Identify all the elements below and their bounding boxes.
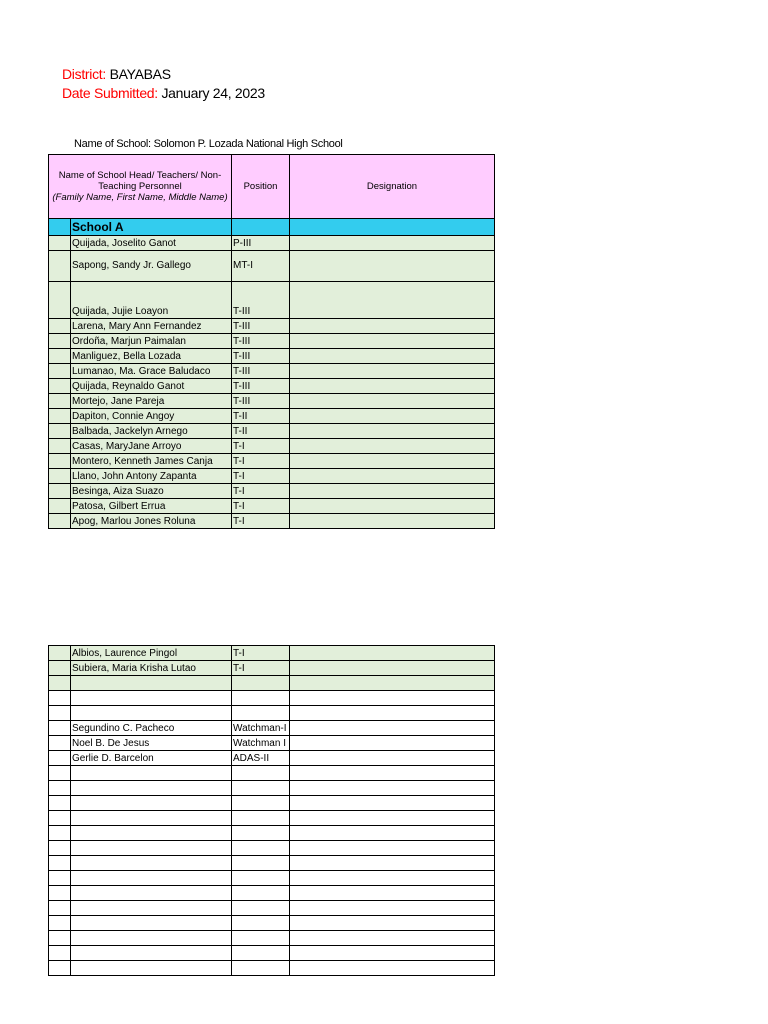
personnel-designation [290, 236, 495, 251]
personnel-name: Segundino C. Pacheco [71, 721, 232, 736]
date-line [62, 85, 265, 102]
table-row [49, 319, 495, 334]
table-row-empty [49, 826, 495, 841]
personnel-name: Manliguez, Bella Lozada [71, 349, 232, 364]
personnel-designation [290, 469, 495, 484]
personnel-designation [290, 499, 495, 514]
table-row-empty [49, 796, 495, 811]
personnel-designation [290, 251, 495, 282]
table-row [49, 349, 495, 364]
table-row-empty [49, 946, 495, 961]
table-row-empty [49, 766, 495, 781]
section-row [49, 219, 495, 236]
table-row [49, 424, 495, 439]
personnel-name: Quijada, Joselito Ganot [71, 236, 232, 251]
table-row [49, 454, 495, 469]
personnel-designation [290, 439, 495, 454]
personnel-designation [290, 514, 495, 529]
personnel-position: ADAS-II [232, 751, 290, 766]
personnel-position: T-III [232, 379, 290, 394]
name-format-note: (Family Name, First Name, Middle Name) [52, 192, 228, 203]
table-row-empty [49, 901, 495, 916]
personnel-name [71, 691, 232, 706]
table-row [49, 236, 495, 251]
table-row [49, 469, 495, 484]
personnel-designation [290, 736, 495, 751]
personnel-designation [290, 706, 495, 721]
table-row [49, 439, 495, 454]
personnel-table-continued [48, 645, 495, 976]
personnel-designation [290, 751, 495, 766]
table-row-empty [49, 841, 495, 856]
table-row [49, 646, 495, 661]
personnel-position: T-II [232, 409, 290, 424]
school-name: Name of School: Solomon P. Lozada National High School [74, 138, 343, 150]
personnel-designation [290, 676, 495, 691]
table-row-empty [49, 811, 495, 826]
personnel-position: T-III [232, 349, 290, 364]
personnel-position: MT-I [232, 251, 290, 282]
district-label: District: [62, 66, 106, 82]
table-row-empty [49, 961, 495, 976]
table-row [49, 364, 495, 379]
position-column-header: Position [232, 155, 290, 219]
personnel-position: T-I [232, 514, 290, 529]
table-row-empty [49, 781, 495, 796]
table-row [49, 721, 495, 736]
date-value: January 24, 2023 [161, 85, 265, 101]
personnel-position: T-I [232, 661, 290, 676]
personnel-name: Patosa, Gilbert Errua [71, 499, 232, 514]
table-row [49, 409, 495, 424]
personnel-name: Ordoña, Marjun Paimalan [71, 334, 232, 349]
personnel-position: T-I [232, 439, 290, 454]
personnel-name: Sapong, Sandy Jr. Gallego [71, 251, 232, 282]
table-row [49, 661, 495, 676]
personnel-designation [290, 646, 495, 661]
personnel-position [232, 691, 290, 706]
personnel-position [232, 706, 290, 721]
personnel-position [232, 676, 290, 691]
personnel-designation [290, 424, 495, 439]
personnel-name: Larena, Mary Ann Fernandez [71, 319, 232, 334]
table-row [49, 751, 495, 766]
personnel-name: Noel B. De Jesus [71, 736, 232, 751]
personnel-designation [290, 379, 495, 394]
table-row [49, 499, 495, 514]
date-label: Date Submitted: [62, 85, 158, 101]
personnel-position: T-I [232, 469, 290, 484]
personnel-name: Subiera, Maria Krisha Lutao [71, 661, 232, 676]
table-row-empty [49, 871, 495, 886]
personnel-position: T-I [232, 484, 290, 499]
designation-column-header: Designation [290, 155, 495, 219]
personnel-designation [290, 661, 495, 676]
personnel-designation [290, 319, 495, 334]
personnel-position: T-I [232, 646, 290, 661]
personnel-position: Watchman-I [232, 721, 290, 736]
personnel-position: T-III [232, 282, 290, 319]
personnel-name: Balbada, Jackelyn Arnego [71, 424, 232, 439]
table-row [49, 334, 495, 349]
personnel-name: Llano, John Antony Zapanta [71, 469, 232, 484]
personnel-name: Albios, Laurence Pingol [71, 646, 232, 661]
section-label: School A [71, 219, 232, 236]
table-row [49, 484, 495, 499]
personnel-name: Gerlie D. Barcelon [71, 751, 232, 766]
table-row [49, 514, 495, 529]
table-row [49, 251, 495, 282]
personnel-designation [290, 691, 495, 706]
personnel-position: T-III [232, 394, 290, 409]
personnel-name: Besinga, Aiza Suazo [71, 484, 232, 499]
personnel-name: Quijada, Reynaldo Ganot [71, 379, 232, 394]
personnel-position: T-I [232, 454, 290, 469]
personnel-position: T-I [232, 499, 290, 514]
personnel-position: Watchman I [232, 736, 290, 751]
table-row [49, 282, 495, 319]
table-row-empty [49, 886, 495, 901]
personnel-designation [290, 721, 495, 736]
district-value: BAYABAS [109, 66, 171, 82]
personnel-designation [290, 409, 495, 424]
district-line [62, 66, 171, 83]
personnel-table [48, 154, 495, 529]
personnel-position: T-II [232, 424, 290, 439]
personnel-name [71, 676, 232, 691]
personnel-name [71, 706, 232, 721]
personnel-designation [290, 364, 495, 379]
name-column-header: Name of School Head/ Teachers/ Non-Teaching Personnel (Family Name, First Name, Middle Name) [49, 155, 232, 219]
table-row-empty [49, 931, 495, 946]
personnel-name: Lumanao, Ma. Grace Baludaco [71, 364, 232, 379]
personnel-designation [290, 334, 495, 349]
table-row [49, 691, 495, 706]
table-row [49, 379, 495, 394]
table-row [49, 706, 495, 721]
personnel-name: Dapiton, Connie Angoy [71, 409, 232, 424]
personnel-designation [290, 282, 495, 319]
table-row-empty [49, 916, 495, 931]
table-row [49, 736, 495, 751]
personnel-name: Quijada, Jujie Loayon [71, 282, 232, 319]
table-row-empty [49, 856, 495, 871]
personnel-designation [290, 454, 495, 469]
personnel-name: Casas, MaryJane Arroyo [71, 439, 232, 454]
table-header-row [49, 155, 495, 219]
personnel-designation [290, 394, 495, 409]
personnel-position: T-III [232, 319, 290, 334]
personnel-name: Mortejo, Jane Pareja [71, 394, 232, 409]
personnel-position: T-III [232, 364, 290, 379]
personnel-name: Apog, Marlou Jones Roluna [71, 514, 232, 529]
personnel-position: P-III [232, 236, 290, 251]
personnel-name: Montero, Kenneth James Canja [71, 454, 232, 469]
table-row [49, 676, 495, 691]
table-row [49, 394, 495, 409]
personnel-designation [290, 349, 495, 364]
personnel-designation [290, 484, 495, 499]
personnel-position: T-III [232, 334, 290, 349]
